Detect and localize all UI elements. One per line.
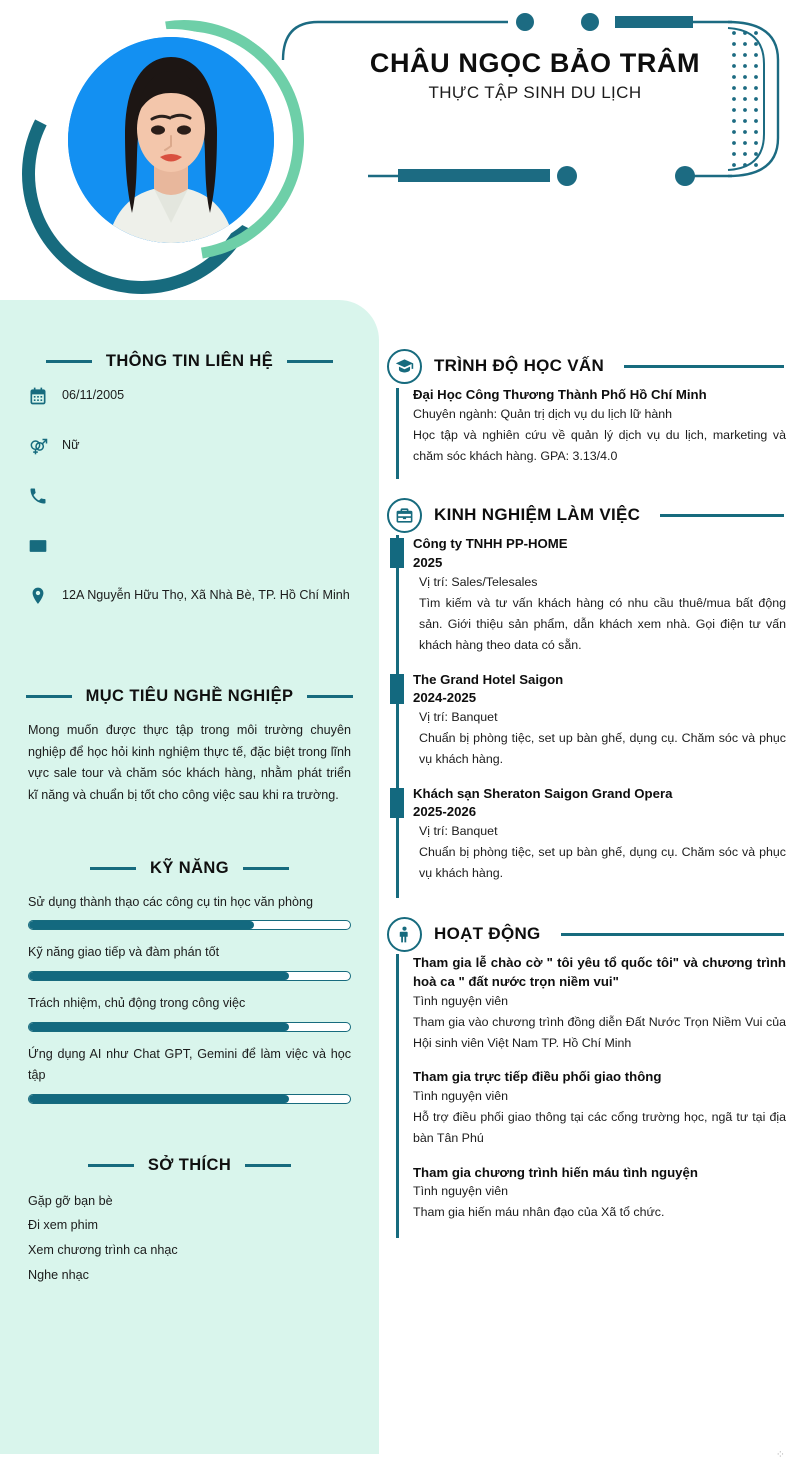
- skill-item: [28, 942, 351, 981]
- divider-left: [88, 1164, 134, 1167]
- divider-left: [46, 360, 92, 363]
- phone-icon: [28, 486, 48, 506]
- activity-detail: Tham gia vào chương trình đồng diễn Đất Nước Trọn Niềm Vui của Hội sinh viên Việt Nam TP. Hồ Chí Minh: [413, 1014, 786, 1051]
- company-name: Khách sạn Sheraton Saigon Grand Opera: [413, 785, 673, 801]
- experience-section: [379, 481, 800, 898]
- graduation-cap-icon: [387, 349, 422, 384]
- email-icon: [28, 536, 48, 556]
- skill-label: Kỹ năng giao tiếp và đàm phán tốt: [28, 945, 220, 960]
- experience-item: [413, 535, 786, 670]
- divider-left: [26, 695, 72, 698]
- hobbies-list: [28, 1189, 351, 1287]
- experience-item: [413, 671, 786, 785]
- skill-progress-bar: [28, 1094, 351, 1104]
- gender-icon: [28, 436, 48, 456]
- activity-role: Tình nguyện viên: [413, 1184, 509, 1199]
- activities-list: [387, 954, 786, 1237]
- candidate-name: CHÂU NGỌC BẢO TRÂM: [369, 48, 701, 78]
- education-detail: Học tập và nghiên cứu về quản lý dịch vụ du lịch, marketing và chăm sóc khách hàng. GPA: 3.13/4.0: [413, 427, 786, 463]
- activities-section: [379, 898, 800, 1237]
- objective-section-header: [28, 687, 351, 706]
- activity-role: Tình nguyện viên: [413, 993, 509, 1008]
- experience-section-header: [387, 495, 786, 535]
- activity-name: Tham gia trực tiếp điều phối giao thông: [413, 1069, 662, 1085]
- position: Vị trí: Sales/Telesales: [419, 574, 538, 589]
- birthdate-value: 06/11/2005: [62, 388, 125, 402]
- hobby-item: Đi xem phim: [28, 1218, 98, 1233]
- avatar: [68, 37, 274, 243]
- divider-right: [243, 867, 289, 870]
- divider-right: [245, 1164, 291, 1167]
- company-name: The Grand Hotel Saigon: [413, 671, 564, 687]
- objective-title: MỤC TIÊU NGHỀ NGHIỆP: [85, 687, 294, 705]
- education-section: [379, 300, 800, 481]
- activity-item: [413, 954, 786, 1068]
- skill-label: Ứng dụng AI như Chat GPT, Gemini để làm việc và học tập: [28, 1046, 351, 1083]
- position: Vị trí: Banquet: [419, 710, 498, 724]
- contact-row-email: [28, 535, 351, 585]
- experience-detail: Tìm kiếm và tư vấn khách hàng có nhu cầu thuê/mua bất động sản. Giới thiệu sản phẩm, dẫn khách xem nhà. Gọi điện tư vấn khách hàng theo data có sẵn.: [419, 595, 786, 653]
- experience-item: [413, 785, 786, 899]
- education-title: TRÌNH ĐỘ HỌC VẤN: [434, 356, 605, 375]
- employment-period: 2025: [413, 554, 443, 570]
- hobby-item: Nghe nhạc: [28, 1267, 89, 1282]
- contact-row-gender: [28, 435, 351, 485]
- activities-rail: [396, 954, 399, 1237]
- company-name: Công ty TNHH PP-HOME: [413, 536, 568, 552]
- skill-item: [28, 892, 351, 931]
- briefcase-icon: [387, 498, 422, 533]
- education-section-header: [387, 346, 786, 386]
- contact-row-address: [28, 585, 351, 635]
- hobbies-section-header: [28, 1156, 351, 1175]
- contact-row-birthdate: [28, 385, 351, 435]
- hobbies-title: SỞ THÍCH: [147, 1155, 232, 1174]
- skill-progress-bar: [28, 920, 351, 930]
- header-decoration: [280, 8, 785, 203]
- employment-period: 2025-2026: [413, 804, 477, 820]
- contact-section-header: [28, 352, 351, 371]
- activity-name: Tham gia chương trình hiến máu tình nguyện: [413, 1164, 698, 1180]
- experience-title: KINH NGHIỆM LÀM VIỆC: [434, 505, 641, 525]
- skill-label: Sử dụng thành thạo các công cụ tin học văn phòng: [28, 894, 314, 909]
- experience-rail: [396, 535, 399, 898]
- address-value: 12A Nguyễn Hữu Thọ, Xã Nhà Bè, TP. Hồ Chí Minh: [62, 588, 350, 602]
- section-line: [624, 365, 784, 368]
- person-icon: [387, 917, 422, 952]
- portrait-block: [18, 14, 308, 289]
- experience-detail: Chuẩn bị phòng tiệc, set up bàn ghế, dụng cụ. Chăm sóc và phục vụ khách hàng.: [419, 730, 786, 767]
- section-line: [660, 514, 784, 517]
- calendar-icon: [28, 386, 48, 406]
- name-block: [300, 48, 770, 103]
- skill-item: [28, 1044, 351, 1104]
- activity-item: [413, 1068, 786, 1163]
- location-icon: [28, 586, 48, 606]
- school-name: Đại Học Công Thương Thành Phố Hồ Chí Minh: [413, 387, 707, 402]
- timeline-marker: [390, 788, 404, 818]
- activity-detail: Tham gia hiến máu nhân đạo của Xã tổ chức.: [413, 1205, 665, 1220]
- education-rail: [396, 388, 399, 479]
- candidate-role: THỰC TẬP SINH DU LỊCH: [428, 83, 642, 102]
- skills-section-header: [28, 859, 351, 878]
- activities-title: HOẠT ĐỘNG: [434, 924, 541, 944]
- activity-role: Tình nguyện viên: [413, 1089, 509, 1104]
- timeline-marker: [390, 674, 404, 704]
- experience-detail: Chuẩn bị phòng tiệc, set up bàn ghế, dụng cụ. Chăm sóc và phục vụ khách hàng.: [419, 844, 786, 881]
- hobby-item: Xem chương trình ca nhạc: [28, 1243, 178, 1257]
- activity-name: Tham gia lễ chào cờ " tôi yêu tổ quốc tôi" và chương trình hoà ca " đất nước trọn niềm vui": [413, 955, 786, 990]
- cv-header: [0, 0, 800, 300]
- hobby-item: Gặp gỡ bạn bè: [28, 1193, 113, 1208]
- divider-right: [287, 360, 333, 363]
- divider-right: [307, 695, 353, 698]
- footer-ornament: ⁘: [775, 1449, 786, 1461]
- activity-detail: Hỗ trợ điều phối giao thông tại các cổng trường học, ngã tư tại địa bàn Tân Phú: [413, 1110, 786, 1146]
- contact-row-phone: [28, 485, 351, 535]
- activities-section-header: [387, 914, 786, 954]
- experience-list: [387, 535, 786, 898]
- skill-progress-bar: [28, 1022, 351, 1032]
- education-list: [387, 386, 786, 481]
- activity-item: [413, 1164, 786, 1238]
- divider-left: [90, 867, 136, 870]
- skill-item: [28, 993, 351, 1032]
- employment-period: 2024-2025: [413, 690, 477, 706]
- major: Chuyên ngành: Quản trị dịch vụ du lịch lữ hành: [413, 406, 673, 421]
- timeline-marker: [390, 538, 404, 568]
- skill-progress-bar: [28, 971, 351, 981]
- main-column: [379, 300, 800, 1479]
- gender-value: Nữ: [62, 438, 80, 452]
- objective-text: Mong muốn được thực tập trong môi trường chuyên nghiệp để học hỏi kinh nghiệm thực tế, đặc biệt trong lĩnh vực sale tour và chăm sóc khách hàng, nhằm phát triển kĩ năng và chuẩn bị tốt cho công việc sau khi ra trường.: [28, 723, 351, 802]
- section-line: [561, 933, 784, 936]
- position: Vị trí: Banquet: [419, 823, 498, 838]
- skill-label: Trách nhiệm, chủ động trong công việc: [28, 995, 246, 1010]
- contact-list: [28, 385, 351, 635]
- contact-title: THÔNG TIN LIÊN HỆ: [105, 352, 274, 370]
- sidebar: [0, 300, 379, 1454]
- education-item: [413, 386, 786, 481]
- skills-title: KỸ NĂNG: [150, 858, 229, 877]
- skills-list: [28, 892, 351, 1104]
